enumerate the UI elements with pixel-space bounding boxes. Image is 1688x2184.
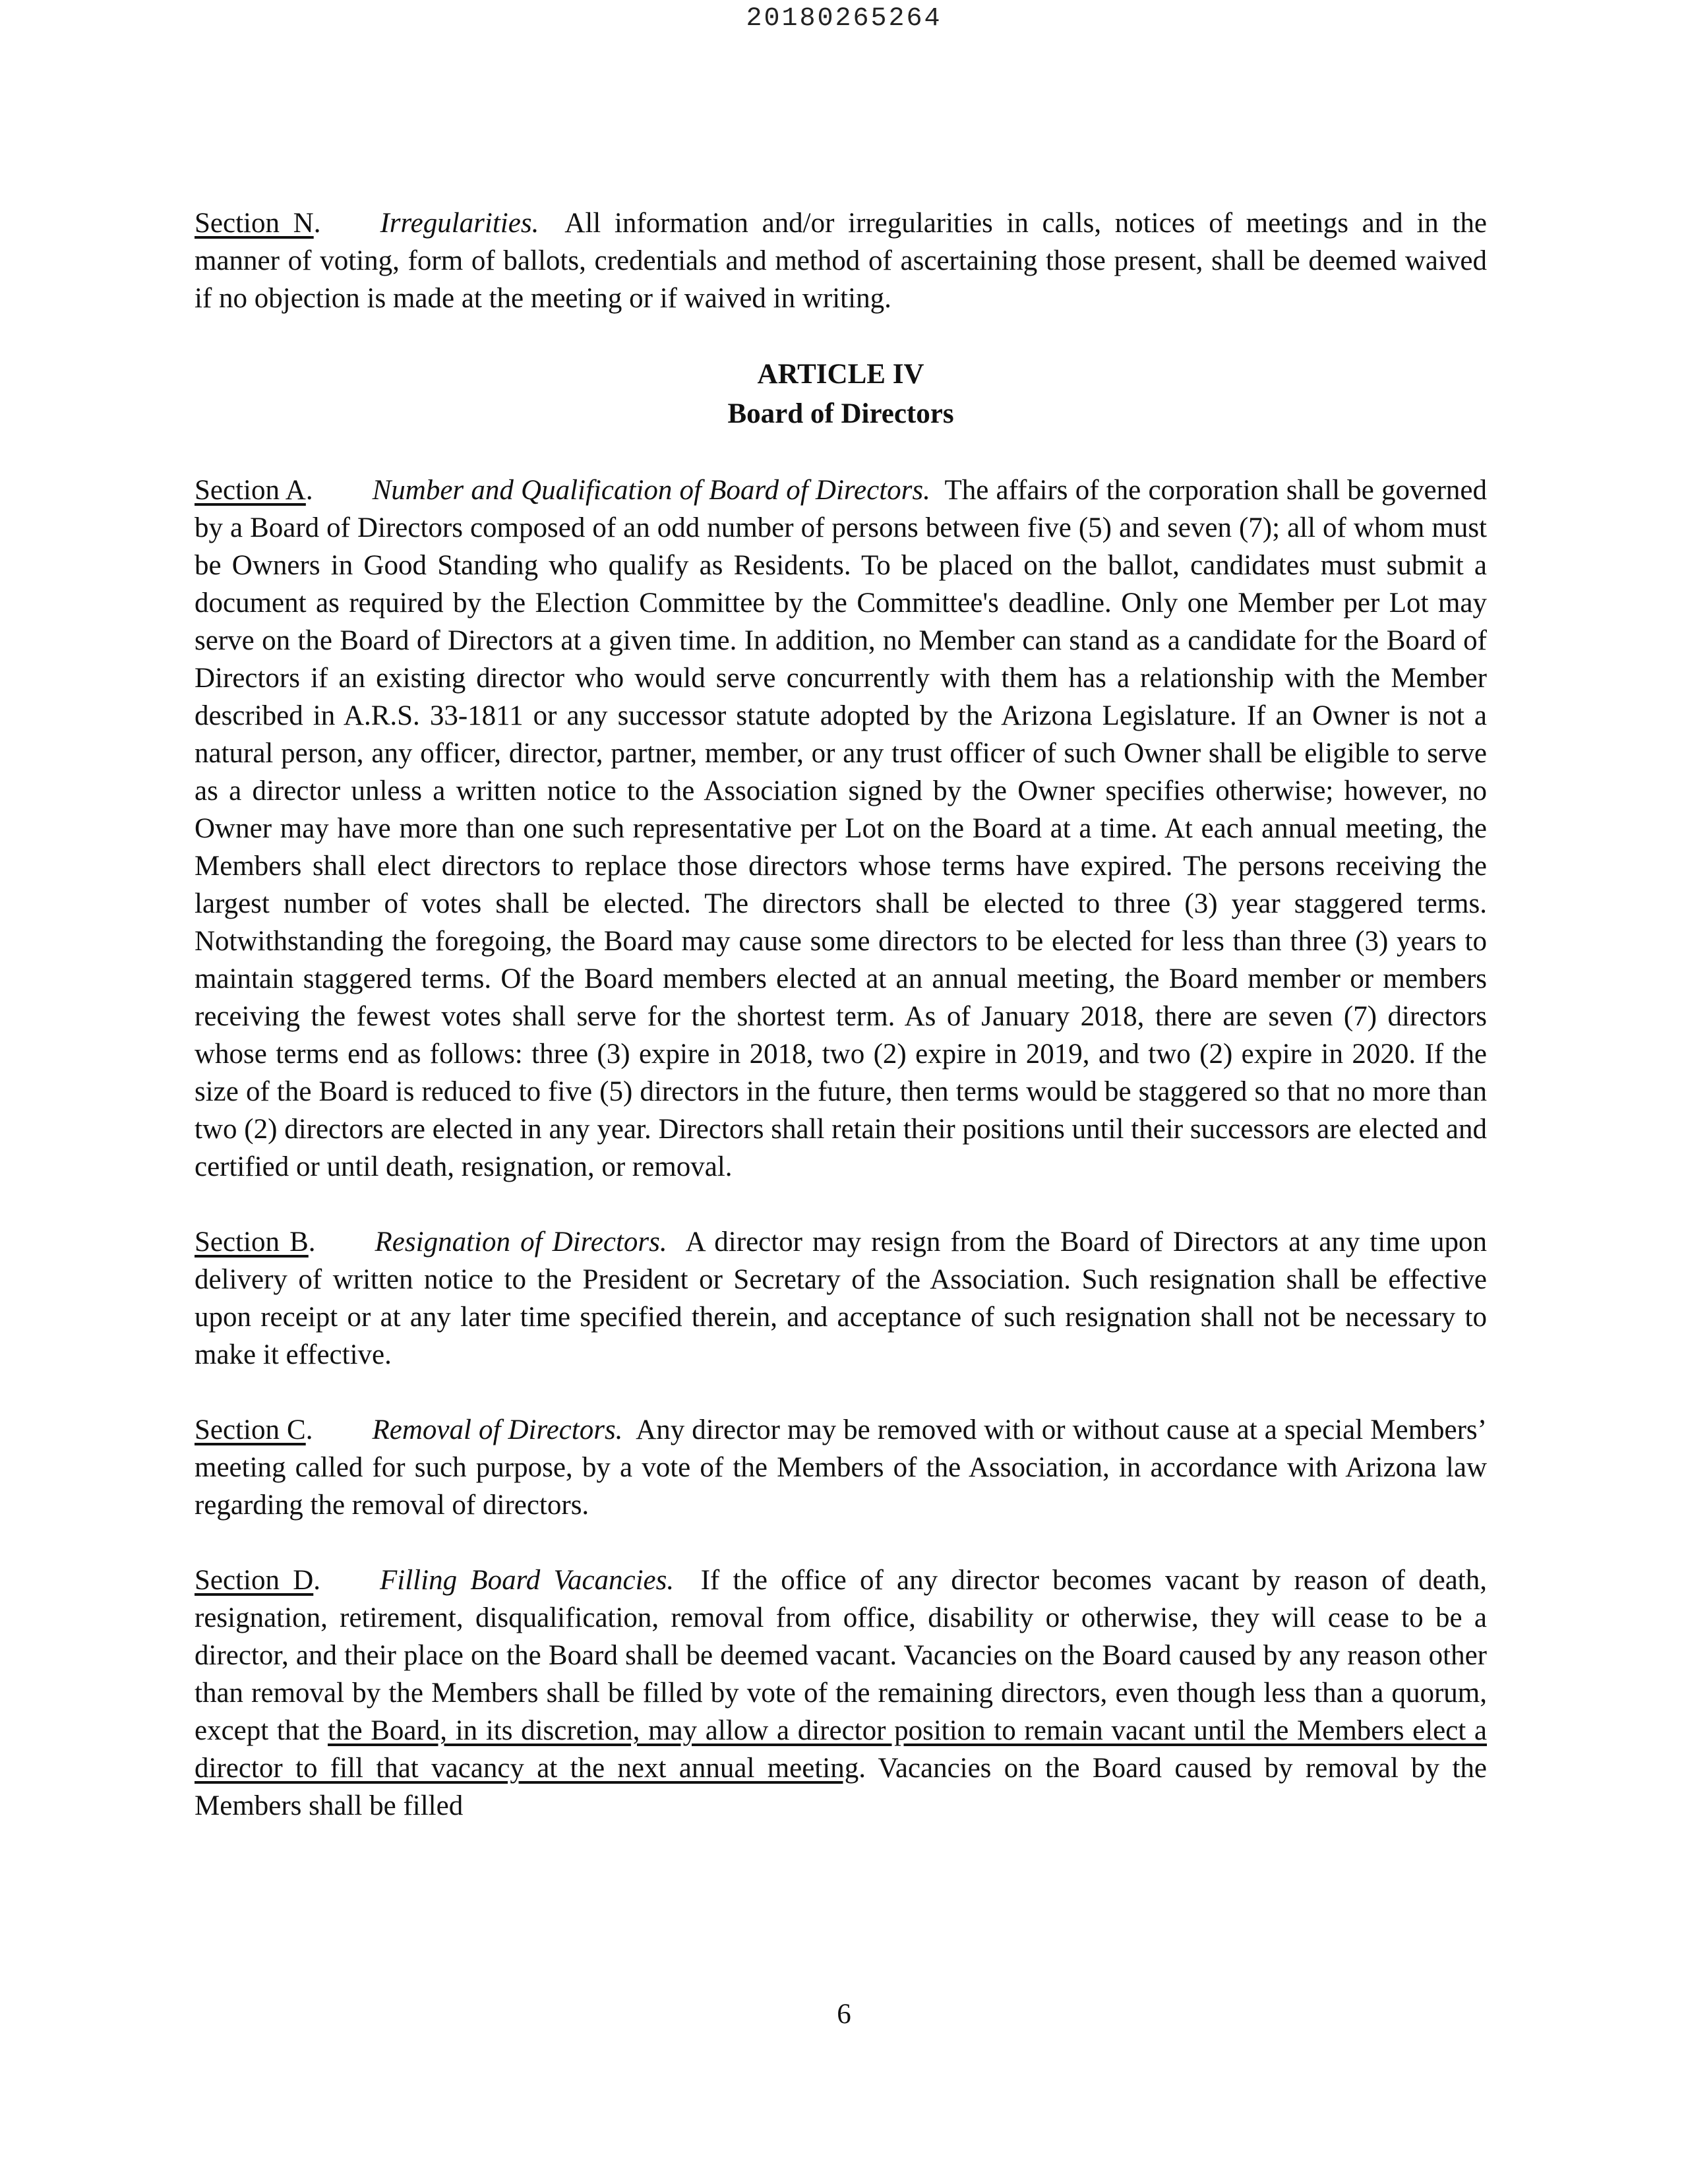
section-a-label: Section A — [195, 475, 306, 506]
section-d-label: Section D — [195, 1565, 314, 1596]
section-c-label: Section C — [195, 1414, 306, 1445]
section-d-title: Filling Board Vacancies. — [380, 1565, 675, 1596]
section-a: Section A. Number and Qualification of Board of Directors. The affairs of the corporation shall be governed by a Board of Directors composed of an odd number of persons between five (5) and seven (7); all of whom must be Owners in Good Standing who qualify as Residents. To be placed on the ballot, candidates must submit a document as required by the Election Committee by the Committee's deadline. Only one Member per Lot may serve on the Board of Directors at a given time. In addition, no Member can stand as a candidate for the Board of Directors if an existing director who would serve concurrently with them has a relationship with the Member described in A.R.S. 33-1811 or any successor statute adopted by the Arizona Legislature. If an Owner is not a natural person, any officer, director, partner, member, or any trust officer of such Owner shall be eligible to serve as a director unless a written notice to the Association signed by the Owner specifies otherwise; however, no Owner may have more than one such representative per Lot on the Board at a time. At each annual meeting, the Members shall elect directors to replace those directors whose terms have expired. The persons receiving the largest number of votes shall be elected. The directors shall be elected to three (3) year staggered terms. Notwithstanding the foregoing, the Board may cause some directors to be elected for less than three (3) years to maintain staggered terms. Of the Board members elected at an annual meeting, the Board member or members receiving the fewest votes shall serve for the shortest term. As of January 2018, there are seven (7) directors whose terms end as follows: three (3) expire in 2018, two (2) expire in 2019, and two (2) expire in 2020. If the size of the Board is reduced to five (5) directors in the future, then terms would be staggered so that no more than two (2) directors are elected in any year. Directors shall retain their positions until their successors are elected and certified or until death, resignation, or removal. — [195, 475, 1487, 1182]
section-n-body: All information and/or irregularities in calls, notices of meetings and in the manner of voting, form of ballots, credentials and method of ascertaining those present, shall be deemed waived if no objection is made at the meeting or if waived in writing. — [195, 208, 1487, 314]
document-number: 20180265264 — [746, 4, 942, 34]
page-content — [195, 204, 1487, 1862]
section-d: Section D. Filling Board Vacancies. If the office of any director becomes vacant by reason of death, resignation, retirement, disqualification, removal from office, disability or otherwise, they will cease to be a director, and their place on the Board shall be deemed vacant. Vacancies on the Board caused by any reason other than removal by the Members shall be filled by vote of the remaining directors, even though less than a quorum, except that the Board, in its discretion, may allow a director position to remain vacant until the Members elect a director to fill that vacancy at the next annual meeting. Vacancies on the Board caused by removal by the Members shall be filled — [195, 1565, 1487, 1821]
section-b-title: Resignation of Directors. — [375, 1227, 667, 1258]
section-d-underlined-text: the Board, in its discretion, may allow a director position to remain vacant until the Members elect a director to fill that vacancy at the next annual meeting — [195, 1715, 1487, 1784]
section-c-title: Removal of Directors. — [372, 1414, 623, 1445]
article-title: Board of Directors — [727, 398, 954, 429]
section-d-body-after: . Vacancies on the Board caused by removal by the Members shall be filled — [195, 1753, 1487, 1821]
section-c-body: Any director may be removed with or without cause at a special Members’ meeting called for such purpose, by a vote of the Members of the Association, in accordance with Arizona law regarding the removal of directors. — [195, 1414, 1487, 1521]
section-a-title: Number and Qualification of Board of Directors. — [372, 475, 930, 506]
section-b-body: A director may resign from the Board of Directors at any time upon delivery of written notice to the President or Secretary of the Association. Such resignation shall be effective upon receipt or at any later time specified therein, and acceptance of such resignation shall not be necessary to make it effective. — [195, 1227, 1487, 1370]
section-a-body: The affairs of the corporation shall be governed by a Board of Directors composed of an odd number of persons between five (5) and seven (7); all of whom must be Owners in Good Standing who qualify as Residents. To be placed on the ballot, candidates must submit a document as required by the Election Committee by the Committee's deadline. Only one Member per Lot may serve on the Board of Directors at a given time. In addition, no Member can stand as a candidate for the Board of Directors if an existing director who would serve concurrently with them has a relationship with the Member described in A.R.S. 33-1811 or any successor statute adopted by the Arizona Legislature. If an Owner is not a natural person, any officer, director, partner, member, or any trust officer of such Owner shall be eligible to serve as a director unless a written notice to the Association signed by the Owner specifies otherwise; however, no Owner may have more than one such representative per Lot on the Board at a time. At each annual meeting, the Members shall elect directors to replace those directors whose terms have expired. The persons receiving the largest number of votes shall be elected. The directors shall be elected to three (3) year staggered terms. Notwithstanding the foregoing, the Board may cause some directors to be elected for less than three (3) years to maintain staggered terms. Of the Board members elected at an annual meeting, the Board member or members receiving the fewest votes shall serve for the shortest term. As of January 2018, there are seven (7) directors whose terms end as follows: three (3) expire in 2018, two (2) expire in 2019, and two (2) expire in 2020. If the size of the Board is reduced to five (5) directors in the future, then terms would be staggered so that no more than two (2) directors are elected in any year. Directors shall retain their positions until their successors are elected and certified or until death, resignation, or removal. — [195, 475, 1487, 1182]
section-c: Section C. Removal of Directors. Any director may be removed with or without cause at a special Members’ meeting called for such purpose, by a vote of the Members of the Association, in accordance with Arizona law regarding the removal of directors. — [195, 1414, 1487, 1521]
section-d-body-before: If the office of any director becomes vacant by reason of death, resignation, retirement, disqualification, removal from office, disability or otherwise, they will cease to be a director, and their place on the Board shall be deemed vacant. Vacancies on the Board caused by any reason other than removal by the Members shall be filled by vote of the remaining directors, even though less than a quorum, except that — [195, 1565, 1487, 1746]
section-b-label: Section B — [195, 1227, 309, 1258]
section-n-label: Section N — [195, 208, 314, 239]
page-number: 6 — [837, 1999, 851, 2030]
section-b: Section B. Resignation of Directors. A director may resign from the Board of Directors at any time upon delivery of written notice to the President or Secretary of the Association. Such resignation shall be effective upon receipt or at any later time specified therein, and acceptance of such resignation shall not be necessary to make it effective. — [195, 1227, 1487, 1370]
article-number: ARTICLE IV — [757, 359, 924, 390]
section-n-title: Irregularities. — [380, 208, 539, 239]
article-heading — [195, 355, 1487, 434]
section-n: Section N. Irregularities. All information and/or irregularities in calls, notices of meetings and in the manner of voting, form of ballots, credentials and method of ascertaining those present, shall be deemed waived if no objection is made at the meeting or if waived in writing. — [195, 208, 1487, 314]
